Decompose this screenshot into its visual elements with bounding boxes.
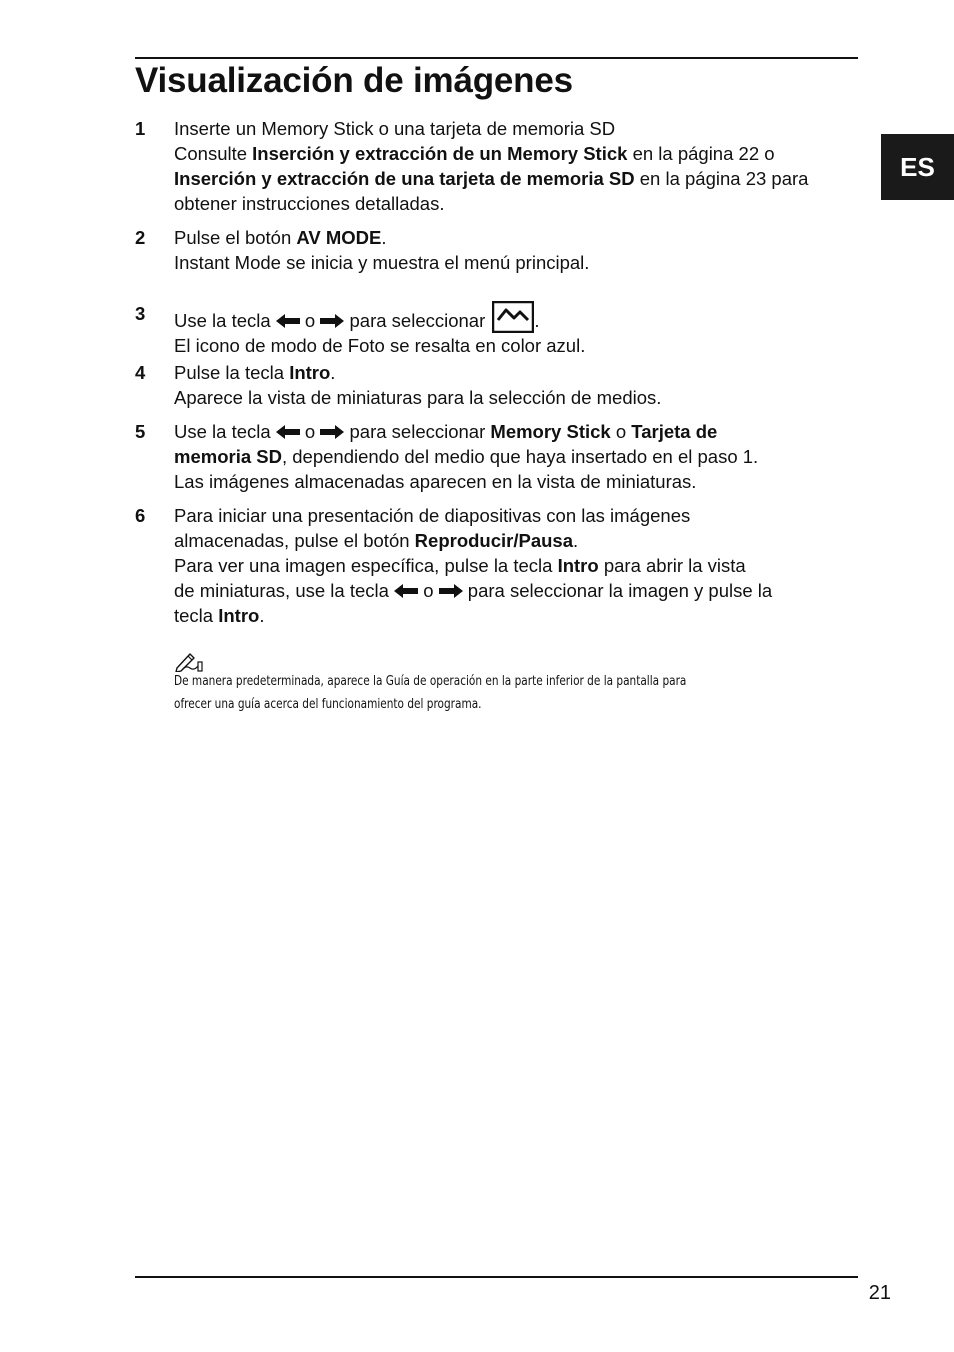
page-title: Visualización de imágenes	[135, 61, 573, 100]
step-text: obtener instrucciones detalladas.	[174, 193, 445, 214]
step-text: para seleccionar la imagen y pulse la	[462, 580, 773, 601]
bottom-rule	[135, 1276, 858, 1278]
step-number: 4	[135, 362, 146, 383]
note-text: De manera predeterminada, aparece la Guía de operación en la parte inferior de la pantalla para	[174, 673, 687, 689]
step-text: para seleccionar	[344, 310, 491, 331]
step-text: .	[330, 362, 336, 383]
step-text: .	[381, 227, 387, 248]
step-text: .	[259, 605, 265, 626]
step-text: .	[534, 310, 540, 331]
step-text: , dependiendo del medio que haya insertado en el paso 1.	[281, 446, 759, 467]
step-text: o	[299, 421, 321, 442]
step-text: Inserte un Memory Stick o una tarjeta de memoria SD	[174, 118, 616, 139]
step-number: 1	[135, 118, 146, 139]
photo-mode-icon	[492, 301, 534, 333]
step-text: Para ver una imagen específica, pulse la tecla	[174, 555, 558, 576]
step-text: o	[299, 310, 321, 331]
step-6	[135, 503, 860, 628]
pencil-note-icon	[174, 650, 204, 672]
step-text: almacenadas, pulse el botón	[174, 530, 415, 551]
step-text: Instant Mode se inicia y muestra el menú principal.	[174, 252, 590, 273]
step-text: de miniaturas, use la tecla	[174, 580, 395, 601]
cross-reference: Inserción y extracción de una tarjeta de memoria SD	[174, 168, 635, 189]
step-number: 5	[135, 421, 146, 442]
key-name: Intro	[218, 605, 260, 626]
left-arrow-icon	[394, 584, 418, 598]
step-1	[135, 116, 860, 216]
step-2	[135, 225, 860, 275]
step-3	[135, 301, 860, 358]
step-text: Use la tecla	[174, 421, 276, 442]
left-arrow-icon	[276, 425, 300, 439]
step-text: Use la tecla	[174, 310, 276, 331]
step-text: en la página 23 para	[634, 168, 809, 189]
step-text: .	[573, 530, 579, 551]
step-text: para abrir la vista	[598, 555, 746, 576]
key-name: Intro	[289, 362, 331, 383]
page-number: 21	[868, 1282, 891, 1304]
step-text: para seleccionar	[344, 421, 491, 442]
step-text: en la página 22 o	[627, 143, 775, 164]
step-text: tecla	[174, 605, 219, 626]
step-text: Para iniciar una presentación de diapositivas con las imágenes	[174, 505, 691, 526]
left-arrow-icon	[276, 314, 300, 328]
key-name: Intro	[557, 555, 599, 576]
step-number: 2	[135, 227, 146, 248]
language-tab: ES	[881, 134, 954, 200]
note-text: ofrecer una guía acerca del funcionamiento del programa.	[174, 696, 482, 712]
note	[174, 650, 864, 716]
step-4	[135, 360, 860, 410]
step-text: o	[610, 421, 632, 442]
step-text: Las imágenes almacenadas aparecen en la vista de miniaturas.	[174, 471, 697, 492]
media-name: Tarjeta de	[631, 421, 718, 442]
button-name: Reproducir/Pausa	[414, 530, 573, 551]
media-name: Memory Stick	[490, 421, 611, 442]
step-text: Aparece la vista de miniaturas para la selección de medios.	[174, 387, 662, 408]
step-number: 6	[135, 505, 146, 526]
step-number: 3	[135, 303, 146, 324]
step-5	[135, 419, 860, 494]
button-name: AV MODE	[296, 227, 382, 248]
right-arrow-icon	[320, 425, 344, 439]
right-arrow-icon	[320, 314, 344, 328]
right-arrow-icon	[439, 584, 463, 598]
media-name: memoria SD	[174, 446, 282, 467]
step-text: Pulse la tecla	[174, 362, 290, 383]
step-text: El icono de modo de Foto se resalta en color azul.	[174, 335, 586, 356]
cross-reference: Inserción y extracción de un Memory Stick	[252, 143, 628, 164]
step-text: Pulse el botón	[174, 227, 297, 248]
step-text: Consulte	[174, 143, 253, 164]
step-text: o	[418, 580, 439, 601]
